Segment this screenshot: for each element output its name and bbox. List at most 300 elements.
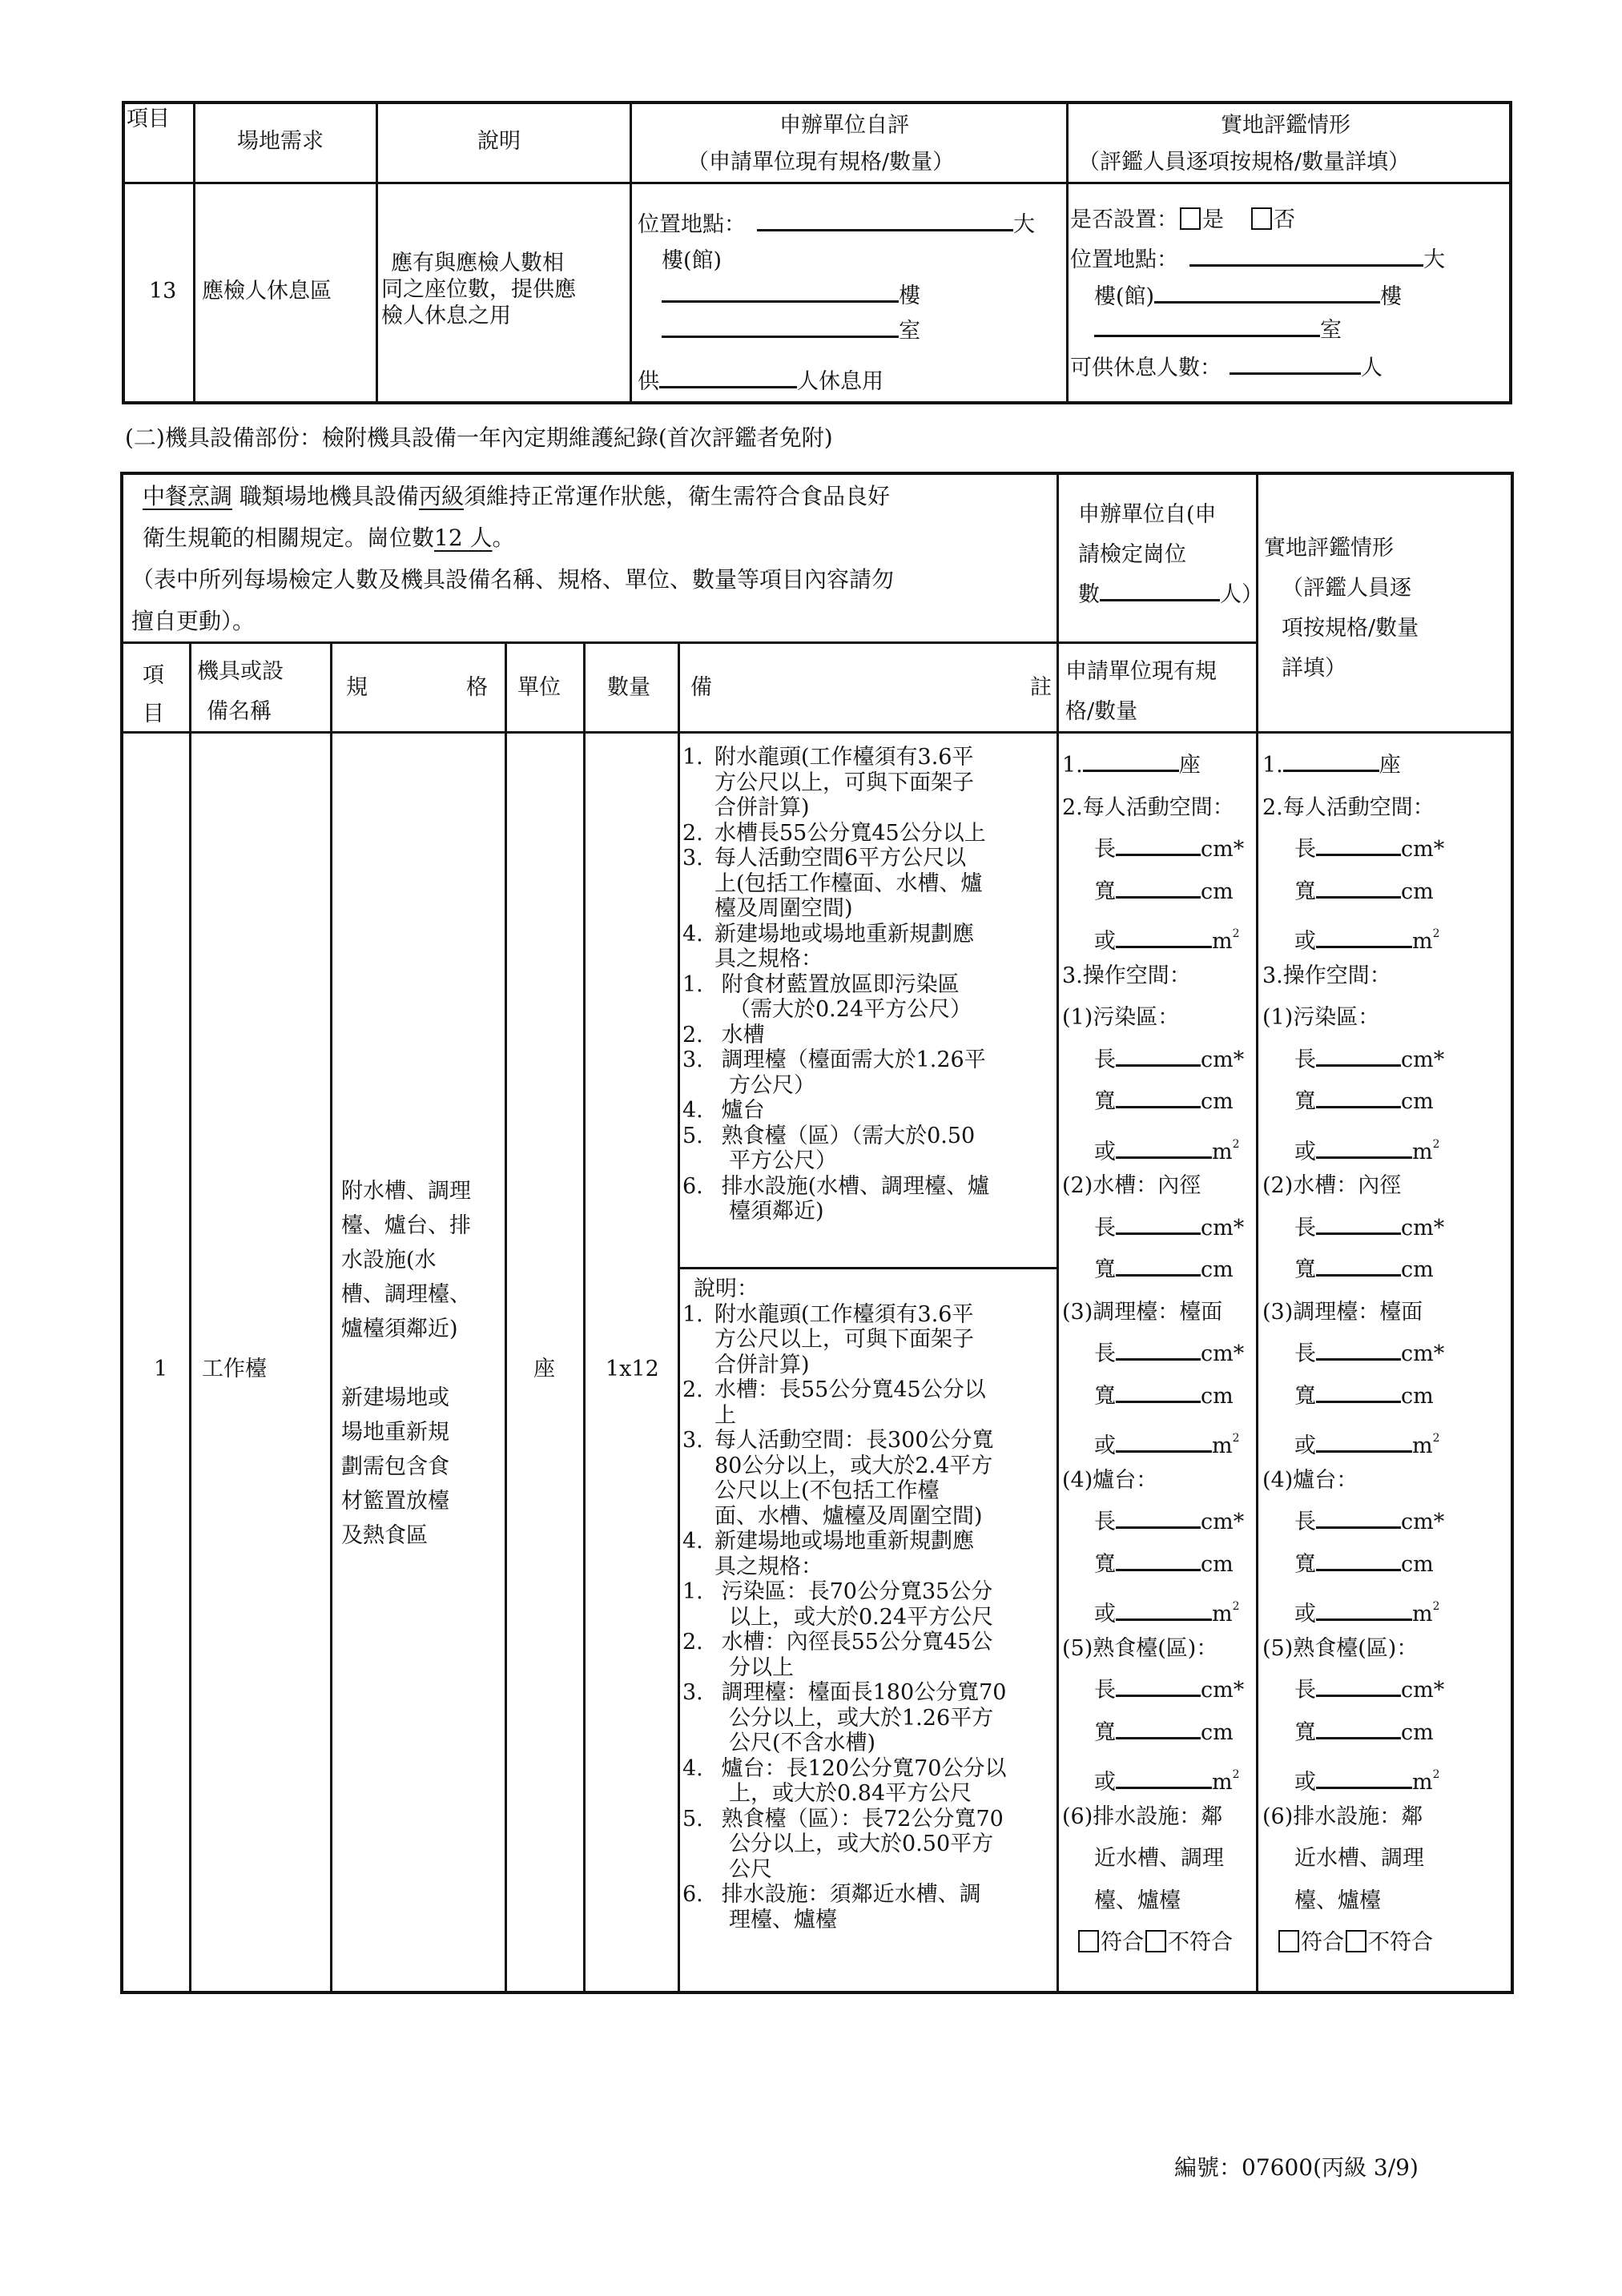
unit-m2: m xyxy=(1212,1602,1233,1627)
station-count: 12 人 xyxy=(434,525,493,551)
col-header-line: 項 xyxy=(143,663,164,688)
divider xyxy=(122,182,1512,184)
area-field[interactable] xyxy=(1316,1766,1412,1789)
unit-cm: cm* xyxy=(1201,1678,1245,1703)
location-field[interactable] xyxy=(757,208,1013,231)
form-row xyxy=(1262,1628,1444,1671)
form-row xyxy=(1262,1838,1444,1880)
width-field[interactable] xyxy=(1116,1085,1201,1108)
remark-continuation: （需大於0.24平方公尺） xyxy=(729,997,972,1022)
spec-line: 水設施(水 xyxy=(341,1248,437,1273)
unit-cm: cm xyxy=(1201,1551,1234,1577)
col-header-spec-b: 格 xyxy=(466,675,488,700)
spec-line: 檯、爐台、排 xyxy=(341,1213,471,1238)
remark-text: 水槽長55公分寬45公分以上 xyxy=(714,820,986,846)
unit-cm: cm* xyxy=(1401,1341,1445,1366)
section-label: (2)水槽：內徑 xyxy=(1062,1173,1201,1198)
remark-number: 2. xyxy=(682,820,703,846)
current-spec-header-line: 格/數量 xyxy=(1065,699,1138,724)
form-row xyxy=(1262,1292,1444,1334)
length-field[interactable] xyxy=(1316,833,1401,856)
remark-number: 4. xyxy=(682,1529,703,1554)
length-field[interactable] xyxy=(1116,1506,1201,1529)
applicant-header xyxy=(1078,495,1263,615)
fail-checkbox[interactable] xyxy=(1346,1930,1366,1952)
no-checkbox[interactable] xyxy=(1251,207,1272,230)
floor-suffix: 樓 xyxy=(899,283,920,308)
col-header-name xyxy=(197,652,284,732)
current-spec-header xyxy=(1065,652,1217,732)
form-row xyxy=(1062,1376,1244,1418)
remark-text: 附水龍頭(工作檯須有3.6平 xyxy=(714,745,974,770)
remark-number: 1. xyxy=(682,1579,703,1604)
remark-text: 附食材藍置放區即污染區 xyxy=(714,971,960,997)
width-label: 寬 xyxy=(1294,1383,1316,1409)
unit-m2-exponent: 2 xyxy=(1432,1432,1440,1445)
unit-m2: m xyxy=(1212,929,1233,954)
or-label: 或 xyxy=(1294,1433,1316,1458)
col-header-note-b: 註 xyxy=(1030,675,1052,700)
unit-m2-exponent: 2 xyxy=(1432,1600,1440,1613)
form-row xyxy=(1262,1922,1444,1964)
divider xyxy=(678,1267,1057,1269)
unit-m2-exponent: 2 xyxy=(1232,1137,1240,1151)
width-field[interactable] xyxy=(1116,1716,1201,1739)
remark-item xyxy=(682,1579,1006,1605)
remark-continuation: 具之規格： xyxy=(714,947,823,971)
remark-item xyxy=(682,1023,989,1048)
remark-number: 3. xyxy=(682,846,703,871)
length-field[interactable] xyxy=(1316,1212,1401,1235)
form-row xyxy=(1262,1249,1444,1292)
onsite-header-line: （評鑑人員逐 xyxy=(1282,576,1411,601)
form-row xyxy=(1062,955,1244,998)
remark-continuation: 公尺以上(不包括工作檯 xyxy=(714,1478,940,1503)
form-row xyxy=(1262,997,1444,1039)
remark-text: 調理檯（檯面需大於1.26平 xyxy=(714,1047,986,1072)
area-field[interactable] xyxy=(1116,1598,1212,1621)
width-field[interactable] xyxy=(1316,1548,1401,1571)
form-row xyxy=(1062,1880,1244,1923)
length-label: 長 xyxy=(1294,1047,1316,1072)
station-count-field[interactable] xyxy=(1100,578,1220,601)
form-row xyxy=(1262,1333,1444,1376)
remark-text: 水槽 xyxy=(714,1022,765,1047)
length-label: 長 xyxy=(1094,1678,1116,1703)
unit-cm: cm xyxy=(1401,1257,1434,1282)
length-field[interactable] xyxy=(1116,1043,1201,1067)
onsite-header-line: 實地評鑑情形 xyxy=(1264,536,1394,561)
onsite-eval-form xyxy=(1070,200,1445,388)
pass-checkbox[interactable] xyxy=(1278,1930,1299,1952)
section-label: (4)爐台： xyxy=(1062,1467,1158,1493)
remark-continuation: 合併計算) xyxy=(714,1352,810,1377)
capacity-field[interactable] xyxy=(1230,352,1361,375)
width-label: 寬 xyxy=(1094,1257,1116,1282)
area-field[interactable] xyxy=(1116,1136,1212,1159)
remark-item xyxy=(682,745,989,770)
width-label: 寬 xyxy=(1294,1551,1316,1577)
form-row xyxy=(1062,1292,1244,1334)
area-field[interactable] xyxy=(1316,925,1412,948)
unit-cm: cm xyxy=(1201,1257,1234,1282)
building-label: 樓(館) xyxy=(1094,284,1155,309)
unit-cm: cm xyxy=(1201,1089,1234,1114)
divider xyxy=(678,641,680,1994)
remark-text: 排水設施：須鄰近水槽、調 xyxy=(714,1882,981,1907)
or-label: 或 xyxy=(1294,1602,1316,1627)
intro-text: 須維持正常運作狀態，衛生需符合食品良好 xyxy=(463,483,890,509)
equipment-intro xyxy=(128,476,894,642)
or-label: 或 xyxy=(1094,929,1116,954)
yes-checkbox[interactable] xyxy=(1180,207,1201,230)
intro-note: 擅自更動）。 xyxy=(131,608,256,634)
header-venue-requirement: 場地需求 xyxy=(237,129,324,154)
remark-item xyxy=(682,1377,1006,1403)
col-header-unit: 單位 xyxy=(517,675,561,700)
section-label: (6)排水設施：鄰 xyxy=(1262,1803,1423,1829)
form-row xyxy=(1262,1754,1444,1796)
length-field[interactable] xyxy=(1316,1337,1401,1361)
remark-continuation: 檯須鄰近) xyxy=(729,1199,824,1224)
spec-line: 劃需包含食 xyxy=(341,1454,449,1479)
unit-m2-exponent: 2 xyxy=(1432,1768,1440,1781)
width-field[interactable] xyxy=(1116,1380,1201,1403)
form-row xyxy=(1262,913,1444,955)
remark-item xyxy=(682,1882,1006,1908)
remark-text: 水槽：內徑長55公分寬45公 xyxy=(714,1630,993,1655)
remark-number: 1. xyxy=(682,971,703,997)
floor-field[interactable] xyxy=(1154,280,1380,304)
remark-item xyxy=(682,1807,1006,1832)
room-field[interactable] xyxy=(662,315,899,338)
unit-cm: cm xyxy=(1401,1089,1434,1114)
form-row xyxy=(1062,829,1244,871)
unit-cm: cm xyxy=(1401,1551,1434,1577)
remark-continuation: 面、水槽、爐檯及周圍空間) xyxy=(714,1503,983,1529)
unit-cm: cm* xyxy=(1401,837,1445,862)
divider xyxy=(1057,641,1258,644)
form-row xyxy=(1062,745,1244,787)
length-label: 長 xyxy=(1094,1215,1116,1240)
form-row xyxy=(1262,1208,1444,1250)
remark-text: 新建場地或場地重新規劃應 xyxy=(714,1529,974,1554)
unit-m2-exponent: 2 xyxy=(1432,927,1440,940)
width-field[interactable] xyxy=(1316,1380,1401,1403)
seat-suffix: 座 xyxy=(1378,753,1401,778)
remarks-title: 說明： xyxy=(694,1277,759,1301)
supply-count-field[interactable] xyxy=(659,365,797,388)
width-field[interactable] xyxy=(1316,1716,1401,1739)
row-quantity: 1x12 xyxy=(606,1357,659,1381)
applicant-header-line: 請檢定崗位 xyxy=(1078,542,1186,567)
area-field[interactable] xyxy=(1116,1429,1212,1453)
header-self-eval: 申辦單位自評 xyxy=(779,113,909,138)
grade: 丙級 xyxy=(418,483,464,509)
width-field[interactable] xyxy=(1316,1253,1401,1277)
form-row xyxy=(1262,871,1444,914)
location-label: 位置地點： xyxy=(1070,247,1178,272)
length-label: 長 xyxy=(1094,1510,1116,1534)
width-label: 寬 xyxy=(1094,1089,1116,1114)
form-row xyxy=(1062,1712,1244,1755)
row-equipment-name: 工作檯 xyxy=(202,1357,267,1381)
floor-field[interactable] xyxy=(662,279,899,303)
no-label: 否 xyxy=(1274,207,1295,232)
location-field[interactable] xyxy=(1189,243,1423,267)
remark-item xyxy=(682,1098,989,1124)
remark-continuation: 方公尺） xyxy=(729,1072,815,1098)
fail-label: 不符合 xyxy=(1368,1930,1433,1955)
length-label: 長 xyxy=(1094,1341,1116,1366)
unit-cm: cm* xyxy=(1201,1510,1245,1534)
applicant-header-line: 申辦單位自(申 xyxy=(1078,502,1217,527)
or-label: 或 xyxy=(1294,1139,1316,1164)
section-label: (5)熟食檯(區)： xyxy=(1062,1635,1218,1661)
area-field[interactable] xyxy=(1316,1429,1412,1453)
width-label: 寬 xyxy=(1094,1551,1116,1577)
unit-cm: cm* xyxy=(1201,1047,1245,1072)
remarks-requirements xyxy=(682,745,989,1224)
remark-number: 6. xyxy=(682,1882,703,1907)
unit-m2-exponent: 2 xyxy=(1232,1432,1240,1445)
form-row xyxy=(1262,955,1444,998)
section-label: 檯、爐檯 xyxy=(1294,1888,1381,1913)
supply-prefix: 供 xyxy=(638,369,659,394)
form-row xyxy=(1062,1124,1244,1166)
spec-line: 場地重新規 xyxy=(341,1420,449,1445)
remark-item xyxy=(682,1047,989,1073)
description-line: 同之座位數，提供應 xyxy=(381,277,576,302)
form-row xyxy=(1062,1586,1244,1628)
divider xyxy=(193,101,195,404)
length-field[interactable] xyxy=(1116,833,1201,856)
form-row xyxy=(1262,1124,1444,1166)
header-item: 項目 xyxy=(127,107,170,131)
section-label: (4)爐台： xyxy=(1262,1467,1358,1493)
intro-note: （表中所列每場檢定人數及機具設備名稱、規格、單位、數量等項目內容請勿 xyxy=(131,566,895,593)
length-field[interactable] xyxy=(1316,1043,1401,1067)
remark-text: 水槽：長55公分寬45公分以 xyxy=(714,1377,986,1402)
width-label: 寬 xyxy=(1094,879,1116,904)
form-row xyxy=(1062,1544,1244,1586)
or-label: 或 xyxy=(1094,1139,1116,1164)
length-label: 長 xyxy=(1294,1678,1316,1703)
remark-item xyxy=(682,821,989,846)
building-label: 樓(館) xyxy=(662,248,722,273)
width-field[interactable] xyxy=(1316,1085,1401,1108)
form-row xyxy=(1262,1796,1444,1839)
col-header-line: 機具或設 xyxy=(197,659,284,684)
form-row xyxy=(1062,1417,1244,1460)
remark-item xyxy=(682,972,989,998)
fail-checkbox[interactable] xyxy=(1145,1930,1166,1952)
unit-m2: m xyxy=(1412,1139,1433,1164)
room-suffix: 室 xyxy=(1320,318,1342,343)
remark-continuation: 檯及周圍空間) xyxy=(714,896,853,921)
or-label: 或 xyxy=(1294,1770,1316,1795)
section-label: 近水槽、調理 xyxy=(1094,1846,1224,1871)
form-row xyxy=(1062,1081,1244,1124)
remark-item xyxy=(682,1124,989,1149)
section-label: (1)污染區： xyxy=(1262,1005,1380,1030)
remark-item xyxy=(682,1174,989,1200)
remark-item xyxy=(682,1756,1006,1782)
remark-item xyxy=(682,846,989,871)
length-field[interactable] xyxy=(1316,1674,1401,1697)
unit-m2: m xyxy=(1412,1602,1433,1627)
form-row xyxy=(1062,1249,1244,1292)
onsite-header-line: 項按規格/數量 xyxy=(1282,616,1419,641)
building-suffix: 大 xyxy=(1013,212,1035,237)
trade-name: 中餐烹調 xyxy=(143,483,233,509)
or-label: 或 xyxy=(1094,1770,1116,1795)
unit-m2: m xyxy=(1412,1433,1433,1458)
form-row xyxy=(1062,1333,1244,1376)
remark-number: 3. xyxy=(682,1047,703,1072)
length-field[interactable] xyxy=(1316,1506,1401,1529)
length-label: 長 xyxy=(1294,1215,1316,1240)
header-onsite: 實地評鑑情形 xyxy=(1221,113,1350,138)
form-row xyxy=(1262,1081,1444,1124)
unit-cm: cm* xyxy=(1401,1510,1445,1534)
remark-continuation: 理檯、爐檯 xyxy=(729,1907,837,1932)
unit-m2-exponent: 2 xyxy=(1232,927,1240,940)
length-field[interactable] xyxy=(1116,1337,1201,1361)
remark-text: 附水龍頭(工作檯須有3.6平 xyxy=(714,1301,974,1327)
header-onsite-sub: （評鑑人員逐項按規格/數量詳填） xyxy=(1078,150,1411,175)
room-field[interactable] xyxy=(1094,314,1320,337)
unit-cm: cm xyxy=(1401,1383,1434,1409)
width-label: 寬 xyxy=(1094,1383,1116,1409)
remark-text: 污染區：長70公分寬35公分 xyxy=(714,1579,993,1604)
pass-label: 符合 xyxy=(1301,1930,1344,1955)
seat-prefix: 1. xyxy=(1062,753,1083,778)
form-row xyxy=(1262,1039,1444,1082)
unit-cm: cm xyxy=(1201,879,1234,904)
section-label: (1)污染區： xyxy=(1062,1005,1180,1030)
remark-text: 爐台 xyxy=(714,1098,765,1123)
floor-suffix: 樓 xyxy=(1380,284,1403,309)
onsite-eval-spec-form xyxy=(1262,745,1444,1964)
remark-number: 2. xyxy=(682,1630,703,1655)
remark-number: 2. xyxy=(682,1377,703,1402)
unit-cm: cm* xyxy=(1401,1678,1445,1703)
width-field[interactable] xyxy=(1316,875,1401,899)
length-field[interactable] xyxy=(1116,1212,1201,1235)
spec-line xyxy=(341,1346,471,1381)
remark-item xyxy=(682,1428,1006,1454)
form-row xyxy=(1062,1838,1244,1880)
remark-item xyxy=(682,1630,1006,1655)
section-label: (6)排水設施：鄰 xyxy=(1062,1803,1223,1829)
length-label: 長 xyxy=(1294,837,1316,862)
length-label: 長 xyxy=(1094,837,1116,862)
form-row xyxy=(1262,1670,1444,1712)
applicant-header-line: 數 xyxy=(1078,582,1100,607)
remark-number: 3. xyxy=(682,1680,703,1705)
applicant-current-spec-form xyxy=(1062,745,1244,1964)
setup-label: 是否設置： xyxy=(1070,207,1178,232)
remark-text: 熟食檯（區）（需大於0.50 xyxy=(714,1123,976,1148)
section-label: 2.每人活動空間： xyxy=(1062,794,1234,820)
remark-continuation: 80公分以上，或大於2.4平方 xyxy=(714,1453,993,1478)
form-row xyxy=(1062,1165,1244,1208)
divider xyxy=(583,641,586,1994)
intro-text: 職類場地機具設備 xyxy=(239,483,419,509)
form-row xyxy=(1062,871,1244,914)
width-field[interactable] xyxy=(1116,1548,1201,1571)
width-label: 寬 xyxy=(1094,1719,1116,1745)
area-field[interactable] xyxy=(1116,925,1212,948)
remark-number: 1. xyxy=(682,745,703,770)
remark-number: 3. xyxy=(682,1428,703,1453)
description xyxy=(381,250,576,329)
or-label: 或 xyxy=(1294,929,1316,954)
divider xyxy=(1256,472,1258,1994)
divider xyxy=(505,641,507,1994)
remark-number: 4. xyxy=(682,1755,703,1781)
remark-item xyxy=(682,1680,1006,1706)
unit-m2-exponent: 2 xyxy=(1232,1600,1240,1613)
remark-text: 爐台：長120公分寬70公分以 xyxy=(714,1755,1007,1781)
remark-continuation: 方公尺以上，可與下面架子 xyxy=(714,1327,974,1352)
seat-count-field[interactable] xyxy=(1083,749,1179,772)
width-field[interactable] xyxy=(1116,875,1201,899)
unit-cm: cm* xyxy=(1201,837,1245,862)
spec-line: 材籃置放檯 xyxy=(341,1489,449,1514)
spec-line: 及熱食區 xyxy=(341,1523,428,1548)
width-label: 寬 xyxy=(1294,1719,1316,1745)
row-item-number: 1 xyxy=(154,1357,168,1381)
section-label: 檯、爐檯 xyxy=(1094,1888,1181,1913)
divider xyxy=(1066,101,1069,404)
length-field[interactable] xyxy=(1116,1674,1201,1697)
area-field[interactable] xyxy=(1316,1598,1412,1621)
remark-item xyxy=(682,1302,1006,1328)
length-label: 長 xyxy=(1294,1510,1316,1534)
form-row xyxy=(1062,1670,1244,1712)
area-field[interactable] xyxy=(1316,1136,1412,1159)
remark-text: 調理檯：檯面長180公分寬70 xyxy=(714,1680,1007,1705)
remark-continuation: 以上，或大於0.24平方公尺 xyxy=(729,1604,994,1630)
unit-cm: cm* xyxy=(1201,1341,1245,1366)
form-row xyxy=(1062,787,1244,830)
intro-text: 衛生規範的相關規定。崗位數 xyxy=(143,525,435,551)
seat-count-field[interactable] xyxy=(1283,749,1379,772)
spec-line: 爐檯須鄰近) xyxy=(341,1317,458,1341)
supply-suffix: 人休息用 xyxy=(797,369,883,394)
unit-m2: m xyxy=(1212,1770,1233,1795)
or-label: 或 xyxy=(1094,1433,1116,1458)
unit-cm: cm xyxy=(1401,879,1434,904)
yes-label: 是 xyxy=(1202,207,1224,232)
description-line: 檢人休息之用 xyxy=(381,304,511,328)
section-label: 3.操作空間： xyxy=(1262,963,1391,988)
remark-item xyxy=(682,922,989,947)
divider xyxy=(630,101,632,404)
description-line: 應有與應檢人數相 xyxy=(391,251,564,275)
remark-continuation: 上(包括工作檯面、水槽、爐 xyxy=(714,871,983,896)
width-field[interactable] xyxy=(1116,1253,1201,1277)
unit-m2: m xyxy=(1412,929,1433,954)
form-row xyxy=(1262,787,1444,830)
form-row xyxy=(1062,1208,1244,1250)
capacity-label: 可供休息人數： xyxy=(1070,356,1222,380)
area-field[interactable] xyxy=(1116,1766,1212,1789)
remark-text: 熟食檯（區）：長72公分寬70 xyxy=(714,1806,1004,1832)
pass-checkbox[interactable] xyxy=(1078,1930,1099,1952)
